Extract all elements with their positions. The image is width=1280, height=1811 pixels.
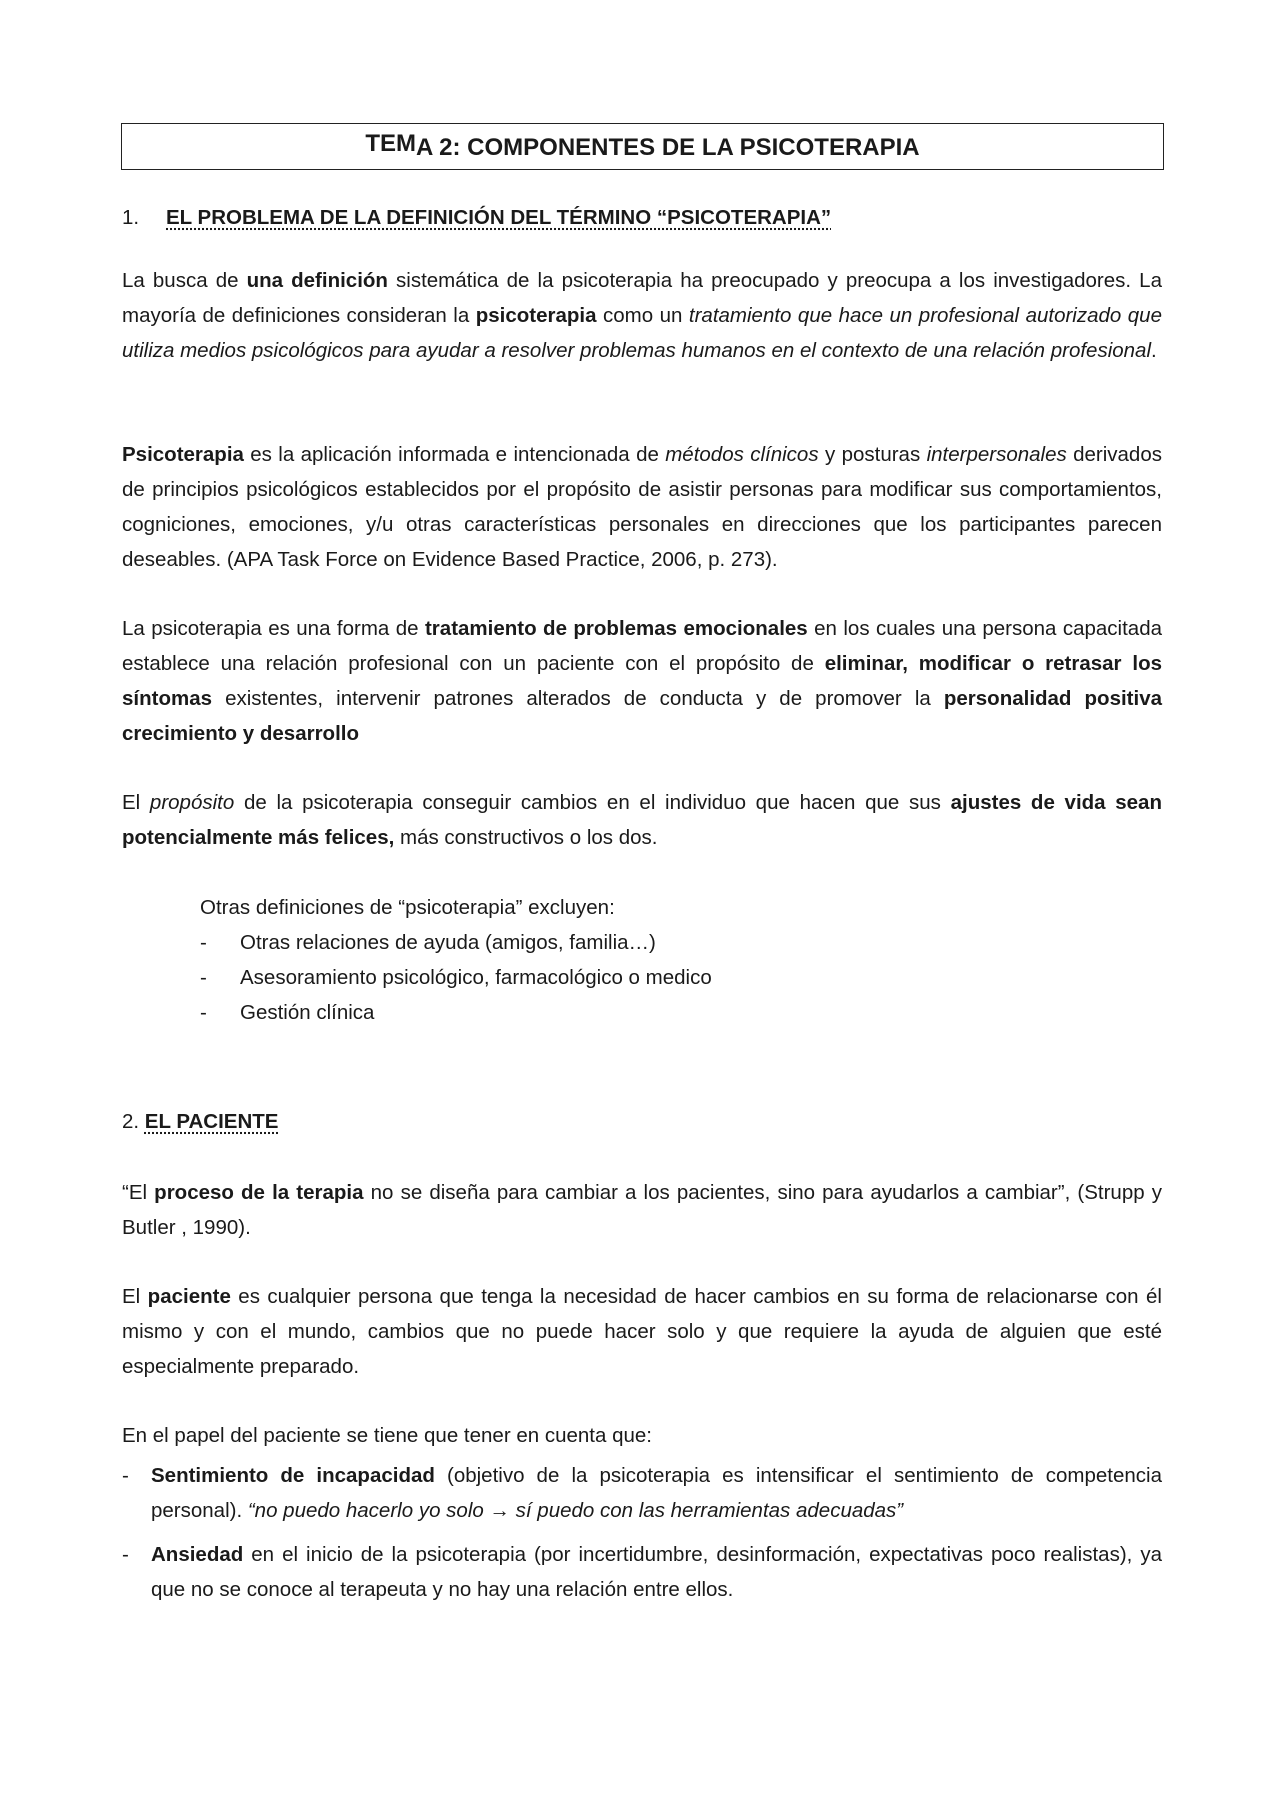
title-part-1: TEM [365, 130, 417, 157]
paragraph-patient: El paciente es cualquier persona que tenga la necesidad de hacer cambios en su forma de relacionarse con él mismo y con el mundo, cambios que no puede hacer solo y que requiere la ayuda de alguien que esté especialmente preparado. [122, 1285, 1162, 1378]
section-1-number: 1. [122, 206, 140, 229]
bullet-anxiety: - Ansiedad en el inicio de la psicoterapia (por incertidumbre, desinformación, expectativas poco realistas), ya que no se conoce al terapeuta y no hay una relación entre ellos. [122, 1543, 1162, 1601]
paragraph-quote: “El proceso de la terapia no se diseña para cambiar a los pacientes, sino para ayudarlos a cambiar”, (Strupp y Butler , 1990). [122, 1181, 1162, 1239]
title-part-2: A 2: COMPONENTES DE LA PSICOTERAPIA [416, 134, 920, 161]
exclusions-intro: Otras definiciones de “psicoterapia” excluyen: [200, 896, 615, 919]
paragraph-definition: La busca de una definición sistemática de la psicoterapia ha preocupado y preocupa a los investigadores. La mayoría de definiciones consideran la psicoterapia como un tratamiento que hace un profesional autorizado que utiliza medios psicológicos para ayudar a resolver problemas humanos en el contexto de una relación profesional. [122, 269, 1162, 362]
list-item: - Gestión clínica [200, 1001, 375, 1024]
paragraph-patient-role: En el papel del paciente se tiene que tener en cuenta que: [122, 1424, 652, 1447]
list-item: - Asesoramiento psicológico, farmacológico o medico [200, 966, 712, 989]
paragraph-purpose: El propósito de la psicoterapia conseguir cambios en el individuo que hacen que sus ajustes de vida sean potencialmente más felices, más constructivos o los dos. [122, 791, 1162, 849]
list-item: - Otras relaciones de ayuda (amigos, familia…) [200, 931, 656, 954]
bullet-incapacity: - Sentimiento de incapacidad (objetivo de la psicoterapia es intensificar el sentimiento de competencia personal). “no puedo hacerlo yo solo → sí puedo con las herramientas adecuadas” [122, 1464, 1162, 1522]
paragraph-treatment: La psicoterapia es una forma de tratamiento de problemas emocionales en los cuales una persona capacitada establece una relación profesional con un paciente con el propósito de eliminar, modificar o retrasar los síntomas existentes, intervenir patrones alterados de conducta y de promover la personalidad positiva crecimiento y desarrollo [122, 617, 1163, 745]
section-1-heading: EL PROBLEMA DE LA DEFINICIÓN DEL TÉRMINO “PSICOTERAPIA” [166, 206, 832, 229]
section-2-heading: 2. EL PACIENTE [122, 1110, 279, 1133]
document-title [121, 123, 1164, 170]
paragraph-apa: Psicoterapia es la aplicación informada e intencionada de métodos clínicos y posturas interpersonales derivados de principios psicológicos establecidos por el propósito de asistir personas para modificar sus comportamientos, cogniciones, emociones, y/u otras características personales en direcciones que los participantes parecen deseables. (APA Task Force on Evidence Based Practice, 2006, p. 273). [122, 443, 1162, 571]
arrow-icon: → [489, 1499, 510, 1522]
